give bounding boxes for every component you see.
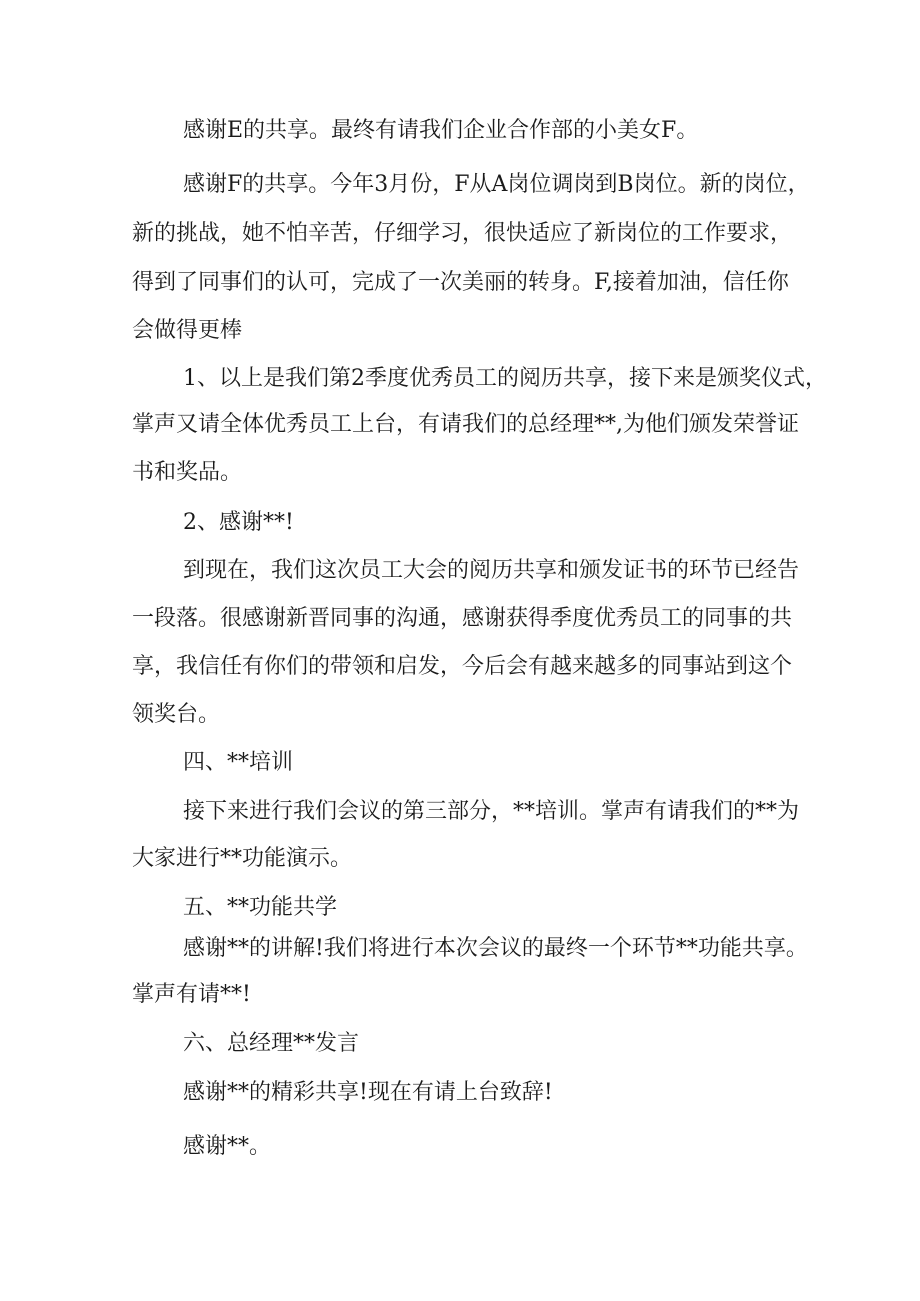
paragraph-12-line-1: 感谢**。: [183, 1134, 272, 1159]
paragraph-4-line-1: 2、感谢**!: [183, 510, 294, 535]
paragraph-5-line-2: 一段落。很感谢新晋同事的沟通，感谢获得季度优秀员工的同事的共: [132, 606, 793, 631]
paragraph-7-line-1: 接下来进行我们会议的第三部分，**培训。掌声有请我们的**为: [183, 799, 800, 824]
paragraph-2-line-4: 会做得更棒: [132, 318, 243, 343]
section-heading-5: 五、**功能共学: [183, 895, 338, 920]
paragraph-5-line-1: 到现在，我们这次员工大会的阅历共享和颁发证书的环节已经告: [183, 558, 800, 583]
paragraph-7-line-2: 大家进行**功能演示。: [132, 846, 353, 871]
paragraph-3-line-3: 书和奖品。: [132, 460, 243, 485]
paragraph-2-line-3: 得到了同事们的认可，完成了一次美丽的转身。F,接着加油，信任你: [132, 270, 789, 295]
paragraph-11-line-1: 感谢**的精彩共享!现在有请上台致辞!: [183, 1080, 553, 1105]
paragraph-9-line-2: 掌声有请**!: [132, 982, 251, 1007]
paragraph-5-line-4: 领奖台。: [132, 702, 221, 727]
paragraph-1-line-1: 感谢E的共享。最终有请我们企业合作部的小美女F。: [183, 118, 699, 143]
paragraph-3-line-1: 1、以上是我们第2季度优秀员工的阅历共享，接下来是颁奖仪式，: [183, 366, 827, 391]
paragraph-9-line-1: 感谢**的讲解!我们将进行本次会议的最终一个环节**功能共享。: [183, 936, 808, 961]
paragraph-2-line-2: 新的挑战，她不怕辛苦，仔细学习，很快适应了新岗位的工作要求，: [132, 221, 793, 246]
section-heading-6: 六、总经理**发言: [183, 1031, 360, 1056]
section-heading-4: 四、**培训: [183, 750, 294, 775]
paragraph-3-line-2: 掌声又请全体优秀员工上台，有请我们的总经理**,为他们颁发荣誉证: [132, 412, 799, 437]
paragraph-2-line-1: 感谢F的共享。今年3月份，F从A岗位调岗到B岗位。新的岗位，: [183, 172, 810, 197]
paragraph-5-line-3: 享，我信任有你们的带领和启发，今后会有越来越多的同事站到这个: [132, 654, 793, 679]
